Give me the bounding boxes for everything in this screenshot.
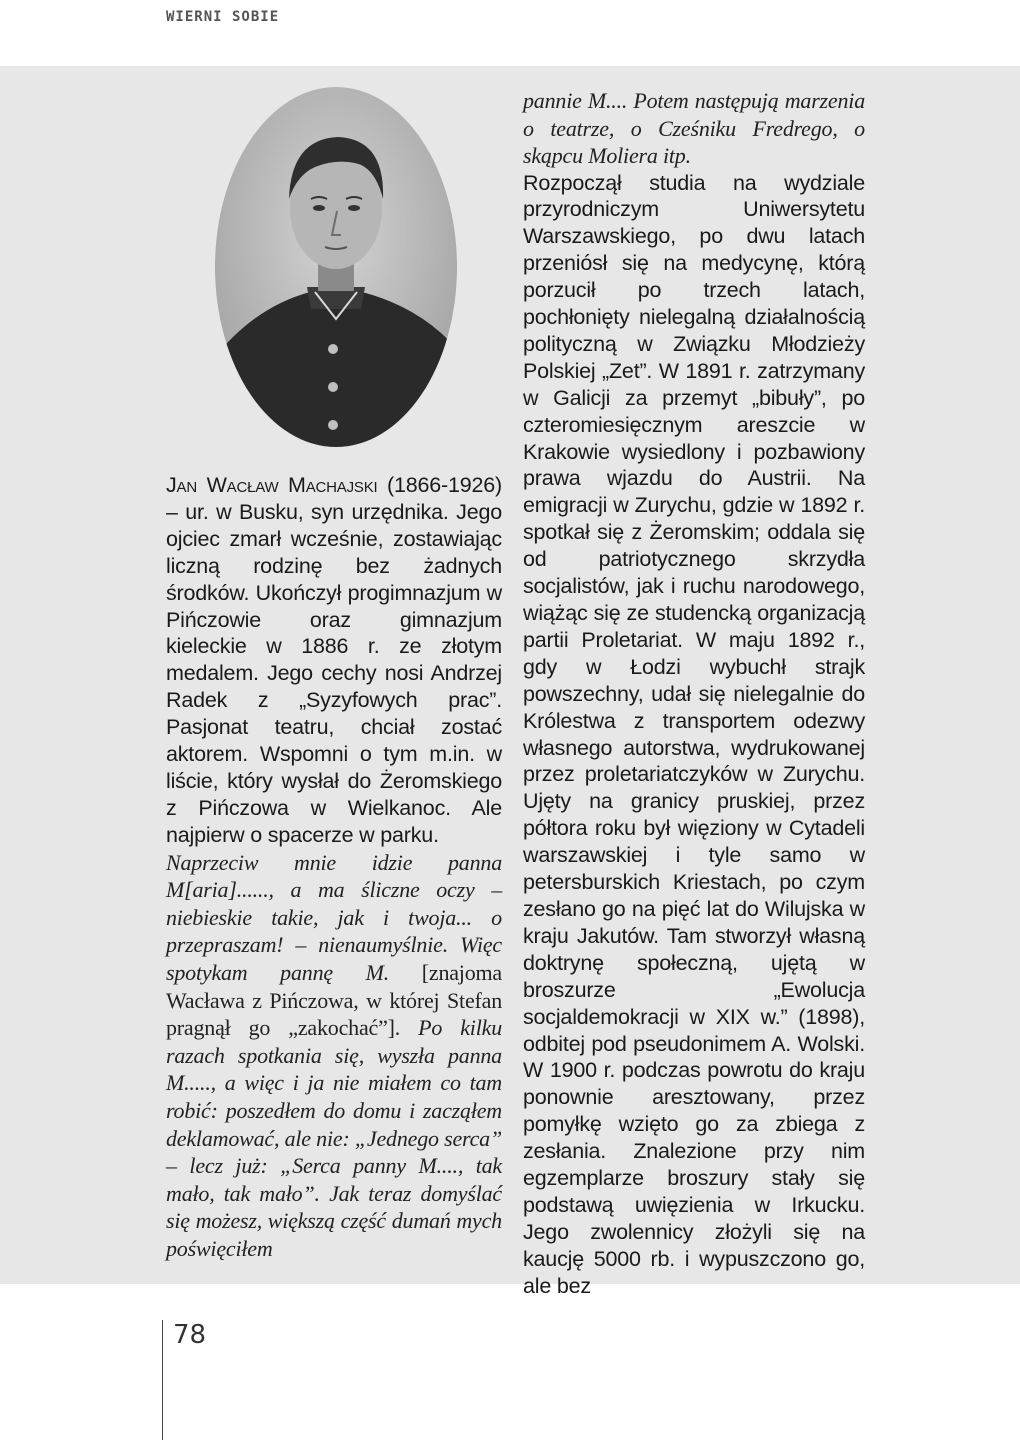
left-column <box>166 472 502 1263</box>
person-name: Jan Wacław Machajski <box>166 473 378 497</box>
portrait-photo <box>215 87 457 447</box>
right-column <box>523 87 865 1300</box>
quote-continuation: pannie M.... Potem następują marzenia o teatrze, o Cześniku Fredrego, o skąpcu Moliera itp. <box>523 88 865 168</box>
bio-text: (1866-1926) – ur. w Busku, syn urzędnika. Jego ojciec zmarł wcześnie, zostawiając liczną rodzinę bez żadnych środków. Ukończył progimnazjum w Pińczowie oraz gimnazjum kieleckie w 1886 r. ze złotym medalem. Jego cechy nosi Andrzej Radek z „Syzyfowych prac”. Pasjonat teatru, chciał zostać aktorem. Wspomni o tym m.in. w liście, który wysłał do Żeromskiego z Pińczowa w Wielkanoc. Ale najpierw o spacerze w parku. <box>166 473 502 847</box>
folio-rule <box>162 1320 163 1440</box>
letter-quote <box>166 849 502 1263</box>
quote-part-1: Naprzeciw mnie idzie panna M[aria]......, a ma śliczne oczy – niebieskie takie, jak i twoja... o przepraszam! – nienaumyślnie. Więc spotykam pannę M. <box>166 849 502 986</box>
biography-text: Rozpoczął studia na wydziale przyrodniczym Uniwersytetu Warszawskiego, po dwu latach przeniósł się na medycynę, którą porzucił po trzech latach, pochłonięty nielegalną działalnością polityczną w Związku Młodzieży Polskiej „Zet”. W 1891 r. zatrzymany w Galicji za przemyt „bibuły”, po czteromiesięcznym areszcie w Krakowie wysiedlony i pozbawiony prawa wjazdu do Austrii. Na emigracji w Zurychu, gdzie w 1892 r. spotkał się z Żeromskim; oddala się od patriotycznego skrzydła socjalistów, jak i ruchu narodowego, wiążąc się ze studencką organizacją partii Proletariat. W maju 1892 r., gdy w Łodzi wybuchł strajk powszechny, udał się nielegalnie do Królestwa z transportem odezwy własnego autorstwa, wydrukowanej przez proletariatczyków w Zurychu. Ujęty na granicy pruskiej, przez półtora roku był więziony w Cytadeli warszawskiej i tyle samo w petersburskich Kriestach, po czym zesłano go na pięć lat do Wilujska w kraju Jakutów. Tam stworzył własną doktrynę społeczną, ujętą w broszurze „Ewolucja socjaldemokracji w XIX w.” (1898), odbitej pod pseudonimem A. Wolski. W 1900 r. podczas powrotu do kraju ponownie aresztowany, przez pomyłkę wzięto go za zbiega z zesłania. Znalezione przy nim egzemplarze broszury stały się podstawą uwięzienia w Irkucku. Jego zwolennicy złożyli się na kaucję 5000 rb. i wypuszczono go, ale bez <box>523 170 865 1298</box>
content-panel <box>0 66 1020 1284</box>
quote-part-2: Po kilku razach spotkania się, wyszła panna M....., a więc i ja nie miałem co tam robić: poszedłem do domu i zacząłem deklamować, ale nie: „Jednego serca” – lecz już: „Serca panny M...., tak mało, tak mało”. Jak teraz domyślać się możesz, większą część dumań mych poświęciłem <box>166 1015 502 1261</box>
running-head: WIERNI SOBIE <box>166 9 280 25</box>
quote-editorial-note: [znajoma Wacława z Pińczowa, w której Stefan pragnął go „zakochać”]. <box>166 960 502 1041</box>
page-number: 78 <box>173 1320 207 1350</box>
bio-paragraph <box>166 472 502 849</box>
